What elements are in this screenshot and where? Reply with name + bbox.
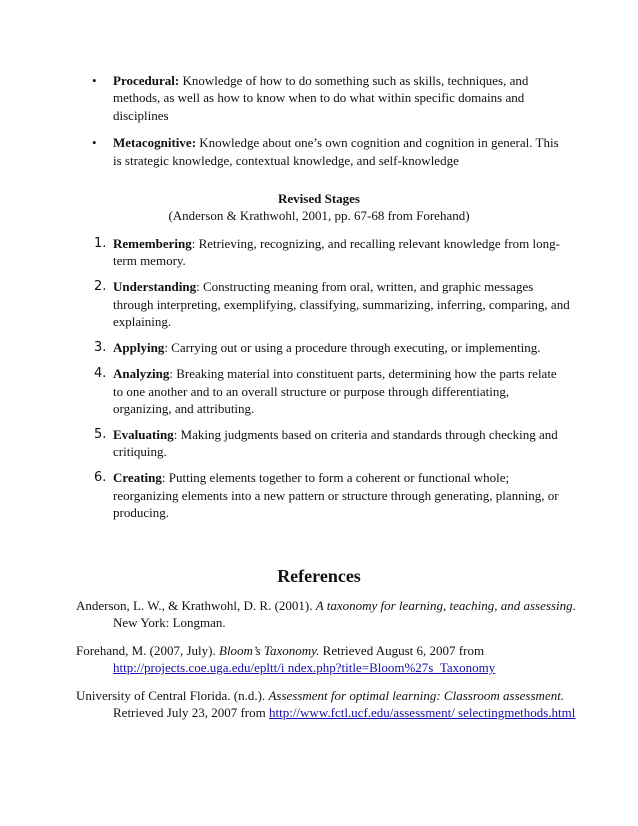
list-item [80,365,570,417]
bullet-term: Procedural: [113,73,180,88]
stage-text: : Breaking material into constituent parts, determining how the parts relate to one another and to an overall structure or purpose through differentiating, organizing, and attributing. [113,366,557,417]
item-number: 4. [94,366,107,382]
reference-author: Anderson, L. W., & Krathwohl, D. R. (2001). [76,598,316,613]
reference-entry [76,642,576,677]
stage-term: Applying [113,340,165,356]
stage-text: : Putting elements together to form a coherent or functional whole; reorganizing elements into a new pattern or structure through generating, planning, or producing. [113,470,559,521]
list-item [80,278,570,330]
item-number: 2. [94,279,107,295]
list-item [80,235,570,270]
stage-term: Remembering [113,236,192,251]
stage-text: : Retrieving, recognizing, and recalling relevant knowledge from long-term memory. [113,236,560,269]
reference-title: A taxonomy for learning, teaching, and assessing [315,598,573,613]
stage-term: Analyzing [113,366,170,382]
item-number: 5. [94,427,107,443]
list-item [80,72,570,124]
reference-author: University of Central Florida. (n.d.). [76,687,269,703]
reference-entry [76,687,576,722]
bullet-icon: • [92,73,97,88]
reference-title: Bloom’s Taxonomy. [219,642,320,658]
section-subtitle: (Anderson & Krathwohl, 2001, pp. 67-68 from Forehand) [168,208,470,223]
reference-details: Retrieved August 6, 2007 from [319,642,485,658]
references-list [76,597,576,731]
item-number: 3. [94,340,107,356]
list-item [80,134,570,169]
reference-entry [76,597,576,632]
stage-term: Creating [113,470,162,486]
knowledge-types-list [80,72,570,179]
reference-title: Assessment for optimal learning: Classroom assessment. [268,687,565,703]
bullet-term: Metacognitive: [113,135,197,151]
stage-text: : Carrying out or using a procedure through executing, or implementing. [164,340,541,356]
list-item [80,426,570,461]
reference-author: Forehand, M. (2007, July). [76,642,219,658]
reference-link[interactable]: http://www.fctl.ucf.edu/assessment/ selectingmethods.html [268,705,576,721]
reference-link[interactable]: http://projects.coe.uga.edu/epltt/i ndex.php?title=Bloom%27s_Taxonomy [113,660,496,676]
bullet-text: Knowledge of how to do something such as skills, techniques, and methods, as well as how to know when to do what within specific domains and disciplines [113,73,529,123]
bullet-text: Knowledge about one’s own cognition and cognition in general. This is strategic knowledge, contextual knowledge, and self-knowledge [113,135,559,168]
reference-details: Retrieved July 23, 2007 from [113,705,269,721]
list-item [80,469,570,521]
bullet-icon: • [92,135,97,151]
section-title: Revised Stages [278,191,360,206]
references-title: References [277,566,361,586]
revised-stages-list [80,235,570,530]
stage-term: Understanding [113,279,197,295]
item-number: 1. [94,236,107,251]
reference-details: . New York: Longman. [113,598,576,631]
list-item [80,339,570,356]
stage-text: : Constructing meaning from oral, written, and graphic messages through interpreting, exemplifying, classifying, summarizing, inferring, comparing, and explaining. [113,279,570,330]
stage-text: : Making judgments based on criteria and standards through checking and critiquing. [113,427,558,460]
item-number: 6. [94,470,107,486]
stage-term: Evaluating [113,427,174,443]
